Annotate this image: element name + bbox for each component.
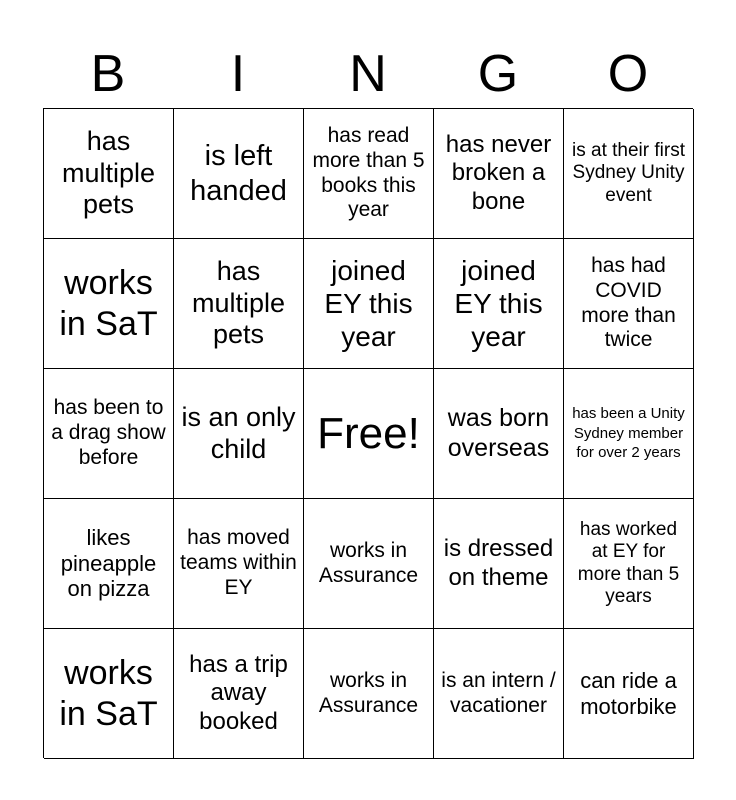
bingo-board [43, 108, 693, 758]
bingo-cell-r3-c2[interactable]: is an only child [174, 369, 304, 499]
bingo-cell-r4-c4[interactable]: is dressed on theme [434, 499, 564, 629]
bingo-cell-r5-c4[interactable]: is an intern / vacationer [434, 629, 564, 759]
bingo-cell-r2-c4[interactable]: joined EY this year [434, 239, 564, 369]
bingo-header [43, 40, 693, 108]
bingo-cell-r5-c1[interactable]: works in SaT [44, 629, 174, 759]
header-letter-i: I [230, 45, 246, 103]
bingo-cell-r5-c5[interactable]: can ride a motorbike [564, 629, 694, 759]
bingo-cell-free[interactable]: Free! [304, 369, 434, 499]
bingo-cell-r2-c1[interactable]: works in SaT [44, 239, 174, 369]
bingo-cell-r1-c4[interactable]: has never broken a bone [434, 109, 564, 239]
bingo-cell-r1-c1[interactable]: has multiple pets [44, 109, 174, 239]
bingo-cell-r1-c5[interactable]: is at their first Sydney Unity event [564, 109, 694, 239]
header-letter-n: N [349, 45, 387, 103]
bingo-cell-r4-c3[interactable]: works in Assurance [304, 499, 434, 629]
bingo-cell-r2-c5[interactable]: has had COVID more than twice [564, 239, 694, 369]
bingo-cell-r3-c1[interactable]: has been to a drag show before [44, 369, 174, 499]
header-letter-o: O [607, 45, 649, 103]
bingo-cell-r1-c3[interactable]: has read more than 5 books this year [304, 109, 434, 239]
bingo-cell-r4-c2[interactable]: has moved teams within EY [174, 499, 304, 629]
bingo-cell-r4-c5[interactable]: has worked at EY for more than 5 years [564, 499, 694, 629]
header-letter-b: B [90, 45, 126, 103]
bingo-cell-r2-c3[interactable]: joined EY this year [304, 239, 434, 369]
bingo-cell-r5-c2[interactable]: has a trip away booked [174, 629, 304, 759]
header-letter-g: G [477, 45, 519, 103]
bingo-cell-r2-c2[interactable]: has multiple pets [174, 239, 304, 369]
bingo-cell-r4-c1[interactable]: likes pineapple on pizza [44, 499, 174, 629]
bingo-cell-r1-c2[interactable]: is left handed [174, 109, 304, 239]
bingo-cell-r5-c3[interactable]: works in Assurance [304, 629, 434, 759]
bingo-cell-r3-c5[interactable]: has been a Unity Sydney member for over 2 years [564, 369, 694, 499]
bingo-cell-r3-c4[interactable]: was born overseas [434, 369, 564, 499]
